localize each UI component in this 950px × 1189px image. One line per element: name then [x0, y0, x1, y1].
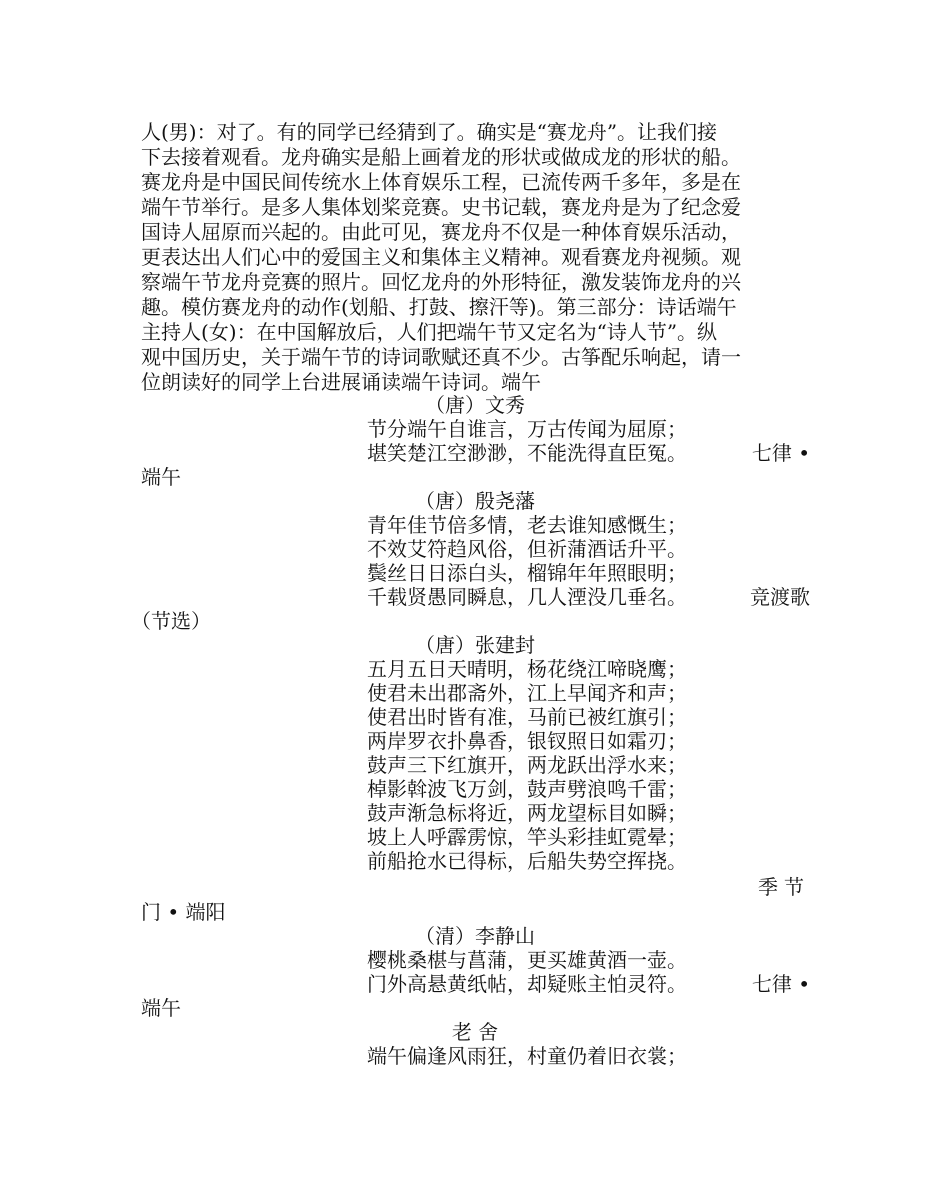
poem-line: 节分端午自谁言，万古传闻为屈原； — [367, 417, 687, 441]
paragraph-line: 主持人(女)：在中国解放后，人们把端午节又定名为“诗人节”。纵 — [141, 320, 718, 344]
poem-line: 坡上人呼霹雳惊，竿头彩挂虹霓晕； — [367, 825, 687, 849]
poem-title-end: 端午 — [141, 465, 181, 489]
poem-line: 五月五日天晴明，杨花绕江啼晓鹰； — [367, 657, 687, 681]
poem-author: 老 舍 — [451, 1020, 499, 1044]
paragraph-line: 赛龙舟是中国民间传统水上体育娱乐工程，已流传两千多年，多是在 — [141, 170, 741, 194]
poem-title-end: 门 • 端阳 — [141, 900, 226, 924]
paragraph-line: 更表达出人们心中的爱国主义和集体主义精神。观看赛龙舟视频。观 — [141, 245, 741, 269]
poem-line: 樱桃桑椹与菖蒲，更买雄黄酒一壶。 — [367, 948, 687, 972]
poem-line: 鬓丝日日添白头，榴锦年年照眼明； — [367, 561, 687, 585]
paragraph-line: 下去接着观看。龙舟确实是船上画着龙的形状或做成龙的形状的船。 — [141, 145, 741, 169]
poem-line: 鼓声三下红旗开，两龙跃出浮水来； — [367, 753, 687, 777]
paragraph-line: 趣。模仿赛龙舟的动作(划船、打鼓、擦汗等)。第三部分：诗话端午 — [141, 295, 737, 319]
poem-line: 鼓声渐急标将近，两龙望标目如瞬； — [367, 801, 687, 825]
poem-title-end: （节选） — [131, 609, 211, 633]
poem-line: 端午偏逢风雨狂，村童仍着旧衣裳； — [367, 1044, 687, 1068]
poem-line: 青年佳节倍多情，老去谁知感慨生； — [367, 513, 687, 537]
paragraph-line: 察端午节龙舟竞赛的照片。回忆龙舟的外形特征，激发装饰龙舟的兴 — [141, 270, 741, 294]
poem-title-end: 端午 — [141, 996, 181, 1020]
paragraph-line: 人(男)：对了。有的同学已经猜到了。确实是“赛龙舟”。让我们接 — [141, 120, 718, 144]
poem-title-start: 七律 • — [751, 441, 810, 465]
poem-author: （唐）殷尧藩 — [415, 489, 535, 513]
paragraph-line: 位朗读好的同学上台进展诵读端午诗词。端午 — [141, 370, 541, 394]
poem-title-start: 季节 — [758, 875, 810, 899]
poem-author: （清）李静山 — [415, 924, 535, 948]
poem-line: 使君未出郡斋外，江上早闻齐和声； — [367, 681, 687, 705]
poem-author: （唐）文秀 — [425, 393, 525, 417]
poem-author: （唐）张建封 — [415, 633, 535, 657]
paragraph-line: 端午节举行。是多人集体划桨竞赛。史书记载，赛龙舟是为了纪念爱 — [141, 195, 741, 219]
poem-line: 不效艾符趋风俗，但祈蒲酒话升平。 — [367, 537, 687, 561]
poem-line: 门外高悬黄纸帖，却疑账主怕灵符。 — [367, 972, 687, 996]
paragraph-line: 观中国历史，关于端午节的诗词歌赋还真不少。古筝配乐响起，请一 — [141, 345, 741, 369]
poem-line: 棹影斡波飞万剑，鼓声劈浪鸣千雷； — [367, 777, 687, 801]
poem-title-start: 七律 • — [751, 972, 810, 996]
poem-line: 两岸罗衣扑鼻香，银钗照日如霜刃； — [367, 729, 687, 753]
poem-line: 堪笑楚江空渺渺，不能洗得直臣冤。 — [367, 441, 687, 465]
paragraph-line: 国诗人屈原而兴起的。由此可见，赛龙舟不仅是一种体育娱乐活动， — [141, 220, 741, 244]
poem-line: 千载贤愚同瞬息，几人湮没几垂名。 — [367, 585, 687, 609]
poem-line: 使君出时皆有准，马前已被红旗引； — [367, 705, 687, 729]
poem-title-start: 竞渡歌 — [750, 585, 810, 609]
poem-line: 前船抢水已得标，后船失势空挥挠。 — [367, 849, 687, 873]
